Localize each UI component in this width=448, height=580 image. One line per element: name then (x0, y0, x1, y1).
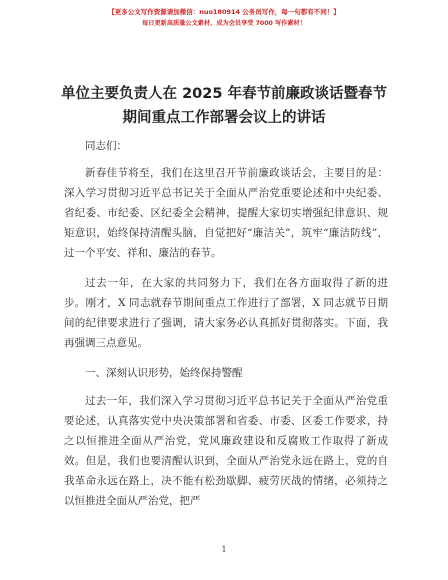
promo-banner (0, 6, 448, 30)
banner-line-1: 【更多公文写作资源请加微信：nuo180914 公务员写作，每一句都有不同！】 (108, 8, 340, 16)
paragraph-1: 新春佳节将至，我们在这里召开节前廉政谈话会，主要目的是：深入学习贯彻习近平总书记关于全面从严治党重要论述和中央纪委、省纪委、市纪委、区纪委全会精神，提醒大家切实增强纪律意识、规矩意识，始终保持清醒头脑，自觉把好“廉洁关”，筑牢“廉洁防线”，过一个平安、祥和、廉洁的春节。 (64, 167, 388, 259)
paragraph-3: 过去一年，我们深入学习贯彻习近平总书记关于全面从严治党重要论述，认真落实党中央决策部署和省委、市委、区委工作要求，持之以恒推进全面从严治党，党风廉政建设和反腐败工作取得了新成效。但是，我们也要清醒认识到，全面从严治党永远在路上，党的自我革命永远在路上，决不能有松劲歇脚、疲劳厌战的情绪，必须持之以恒推进全面从严治党，把严 (64, 395, 388, 507)
section-heading: 一、深刻认识形势，始终保持警醒 (85, 367, 243, 379)
salutation: 同志们： (85, 140, 127, 152)
page-number: 1 (221, 545, 227, 554)
banner-line-2: 每日更新高质量公文素材，成为会员享受 7000 写作素材！ (142, 20, 306, 27)
document-body (64, 136, 388, 511)
document-title: 单位主要负责人在 2025 年春节前廉政谈话暨春节期间重点工作部署会议上的讲话 (61, 86, 387, 126)
paragraph-2: 过去一年，在大家的共同努力下，我们在各方面取得了新的进步。刚才，X 同志就春节期间重点工作进行了部署，X 同志就节日期间的纪律要求进行了强调，请大家务必认真抓好贯彻落实。下面，我再强调三点意见。 (64, 277, 388, 349)
